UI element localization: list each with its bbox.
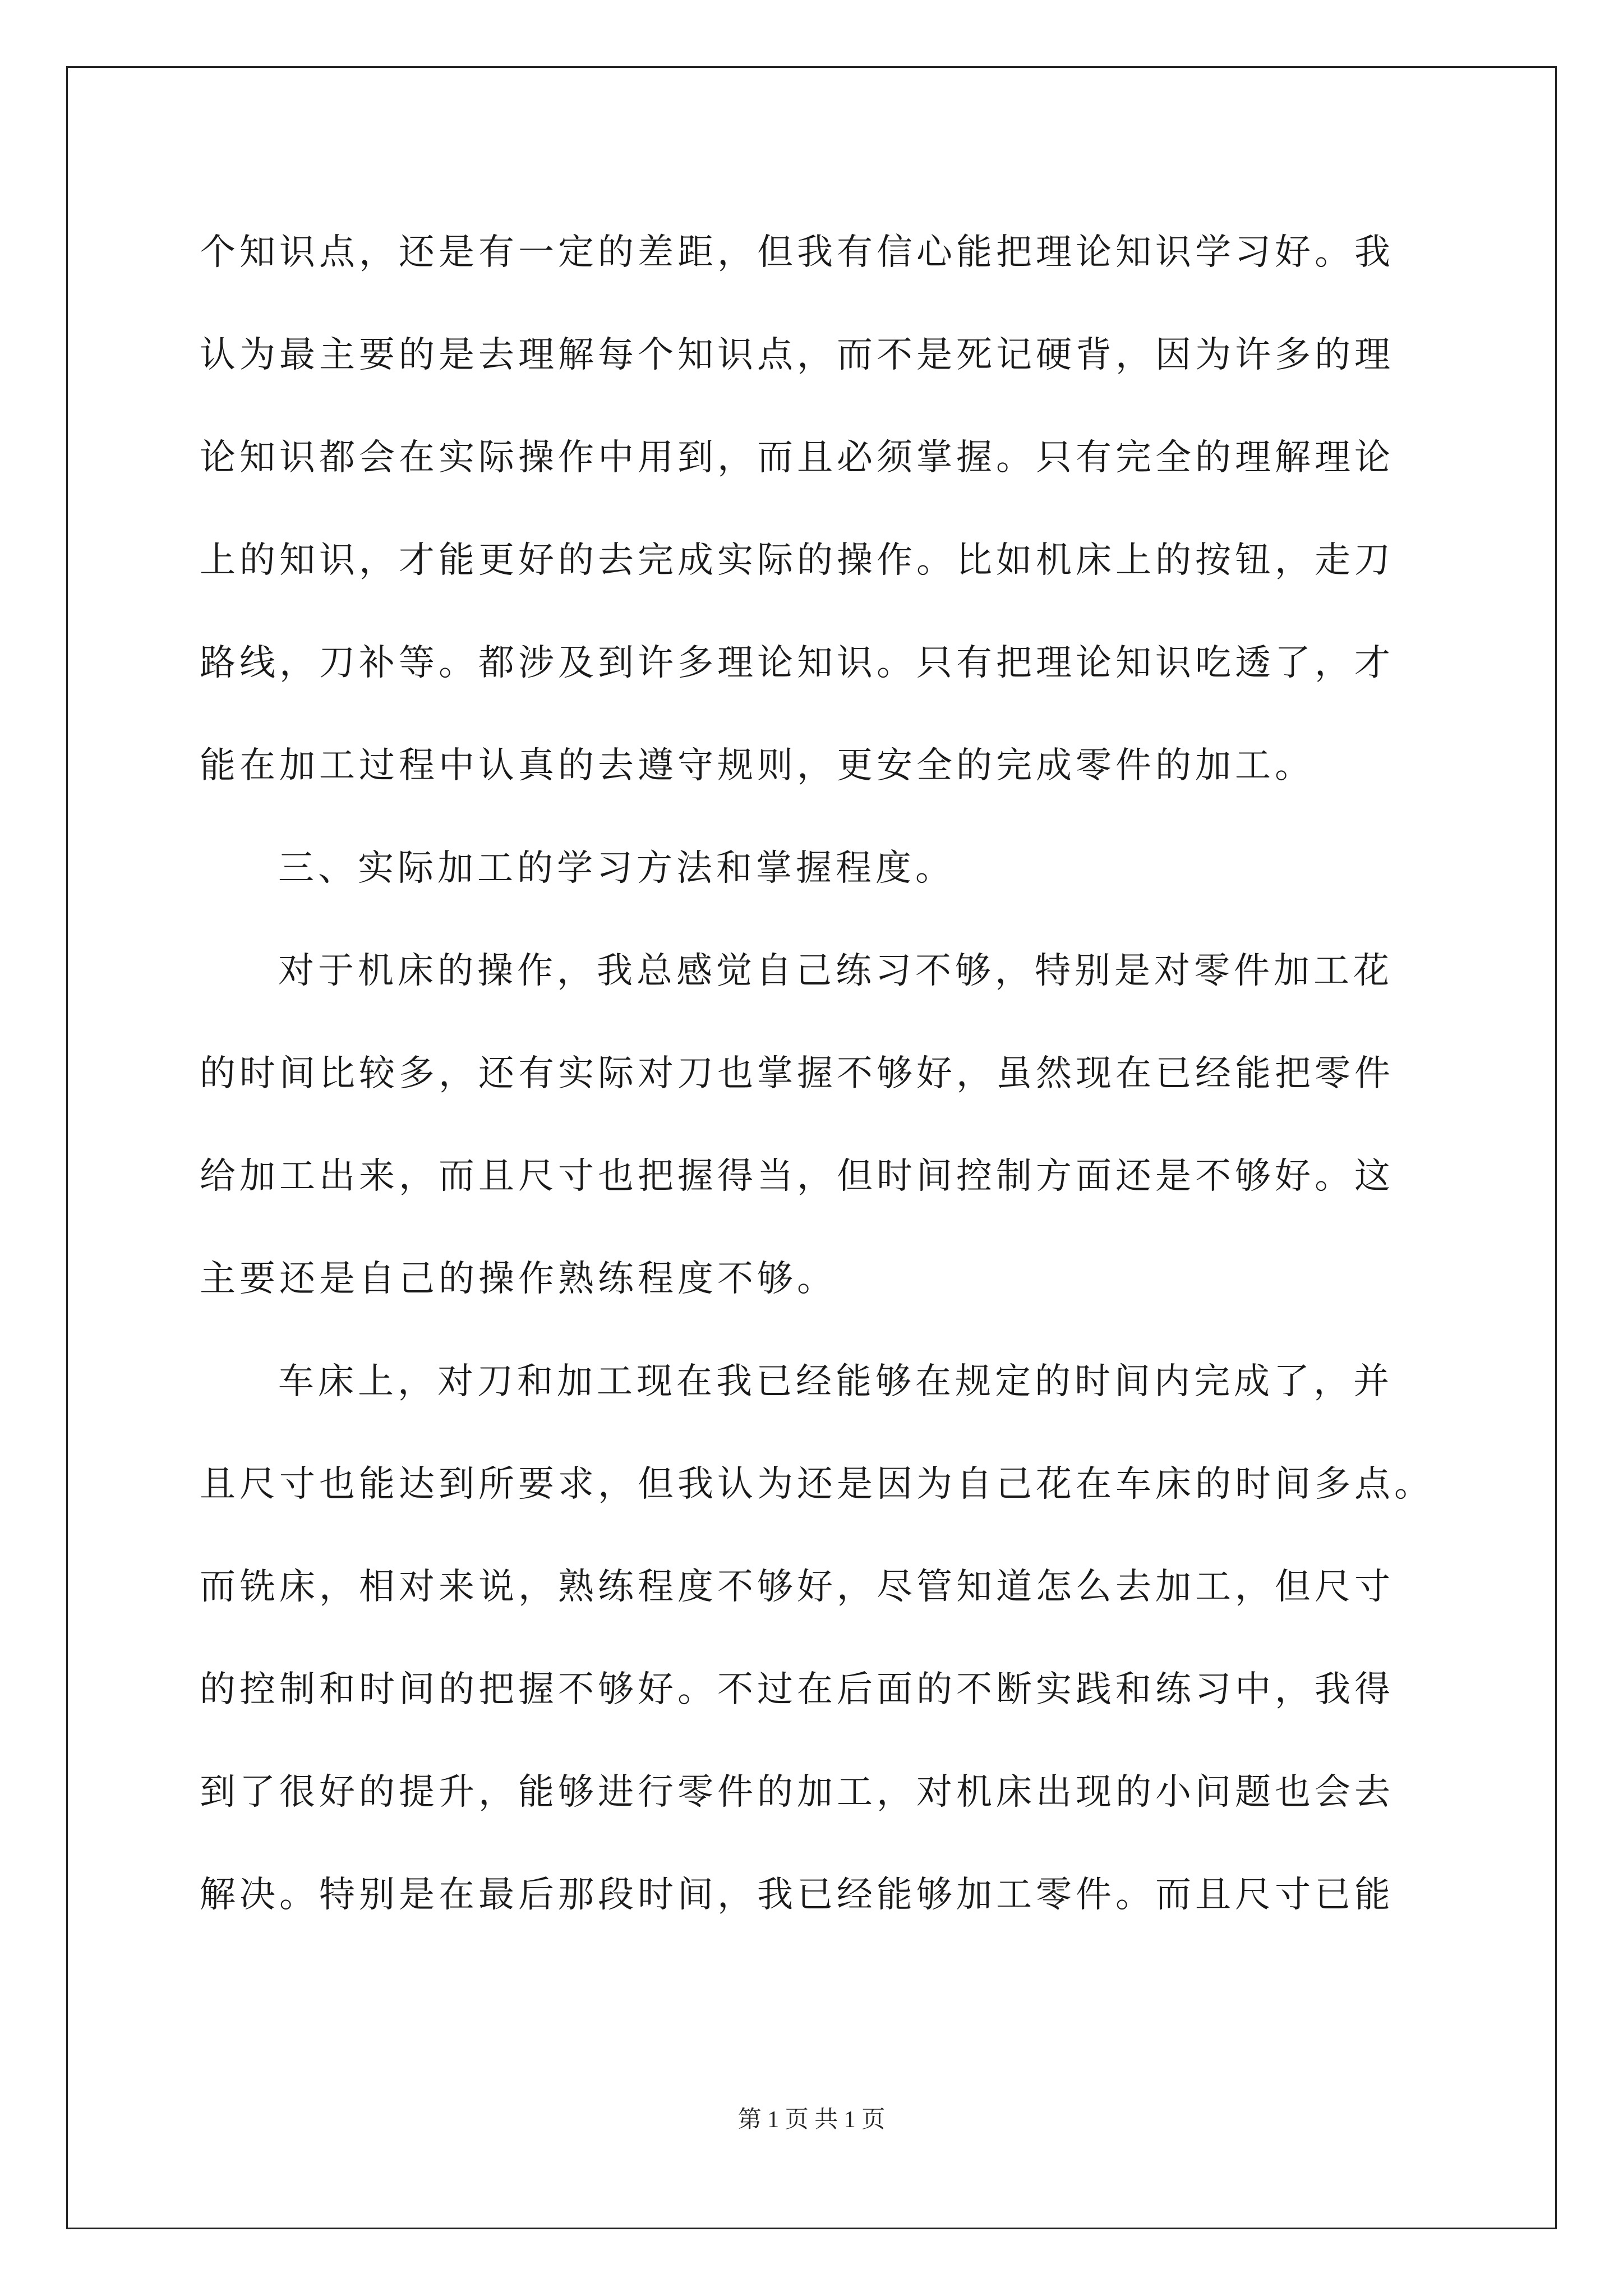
document-body (200, 222, 1484, 1967)
text-line: 论知识都会在实际操作中用到，而且必须掌握。只有完全的理解理论 (200, 437, 1394, 478)
text-line: 个知识点，还是有一定的差距，但我有信心能把理论知识学习好。我 (200, 232, 1394, 273)
text-line: 车床上，对刀和加工现在我已经能够在规定的时间内完成了，并 (278, 1361, 1393, 1402)
text-line: 且尺寸也能达到所要求，但我认为还是因为自己花在车床的时间多点。 (200, 1464, 1434, 1505)
page-footer: 第 1 页 共 1 页 (737, 2107, 886, 2133)
text-line: 上的知识，才能更好的去完成实际的操作。比如机床上的按钮，走刀 (200, 540, 1394, 581)
text-line: 能在加工过程中认真的去遵守规则，更安全的完成零件的加工。 (200, 745, 1315, 786)
text-line: 对于机床的操作，我总感觉自己练习不够，特别是对零件加工花 (278, 950, 1393, 992)
section-heading: 三、实际加工的学习方法和掌握程度。 (278, 848, 955, 889)
text-line: 主要还是自己的操作熟练程度不够。 (200, 1258, 837, 1300)
text-line: 路线，刀补等。都涉及到许多理论知识。只有把理论知识吃透了，才 (200, 642, 1394, 684)
text-line: 到了很好的提升，能够进行零件的加工，对机床出现的小问题也会去 (200, 1772, 1394, 1813)
text-line: 认为最主要的是去理解每个知识点，而不是死记硬背，因为许多的理 (200, 334, 1394, 376)
text-line: 的时间比较多，还有实际对刀也掌握不够好，虽然现在已经能把零件 (200, 1053, 1394, 1094)
text-line: 而铣床，相对来说，熟练程度不够好，尽管知道怎么去加工，但尺寸 (200, 1566, 1394, 1608)
text-line: 的控制和时间的把握不够好。不过在后面的不断实践和练习中，我得 (200, 1669, 1394, 1710)
text-line: 解决。特别是在最后那段时间，我已经能够加工零件。而且尺寸已能 (200, 1874, 1394, 1916)
text-line: 给加工出来，而且尺寸也把握得当，但时间控制方面还是不够好。这 (200, 1156, 1394, 1197)
